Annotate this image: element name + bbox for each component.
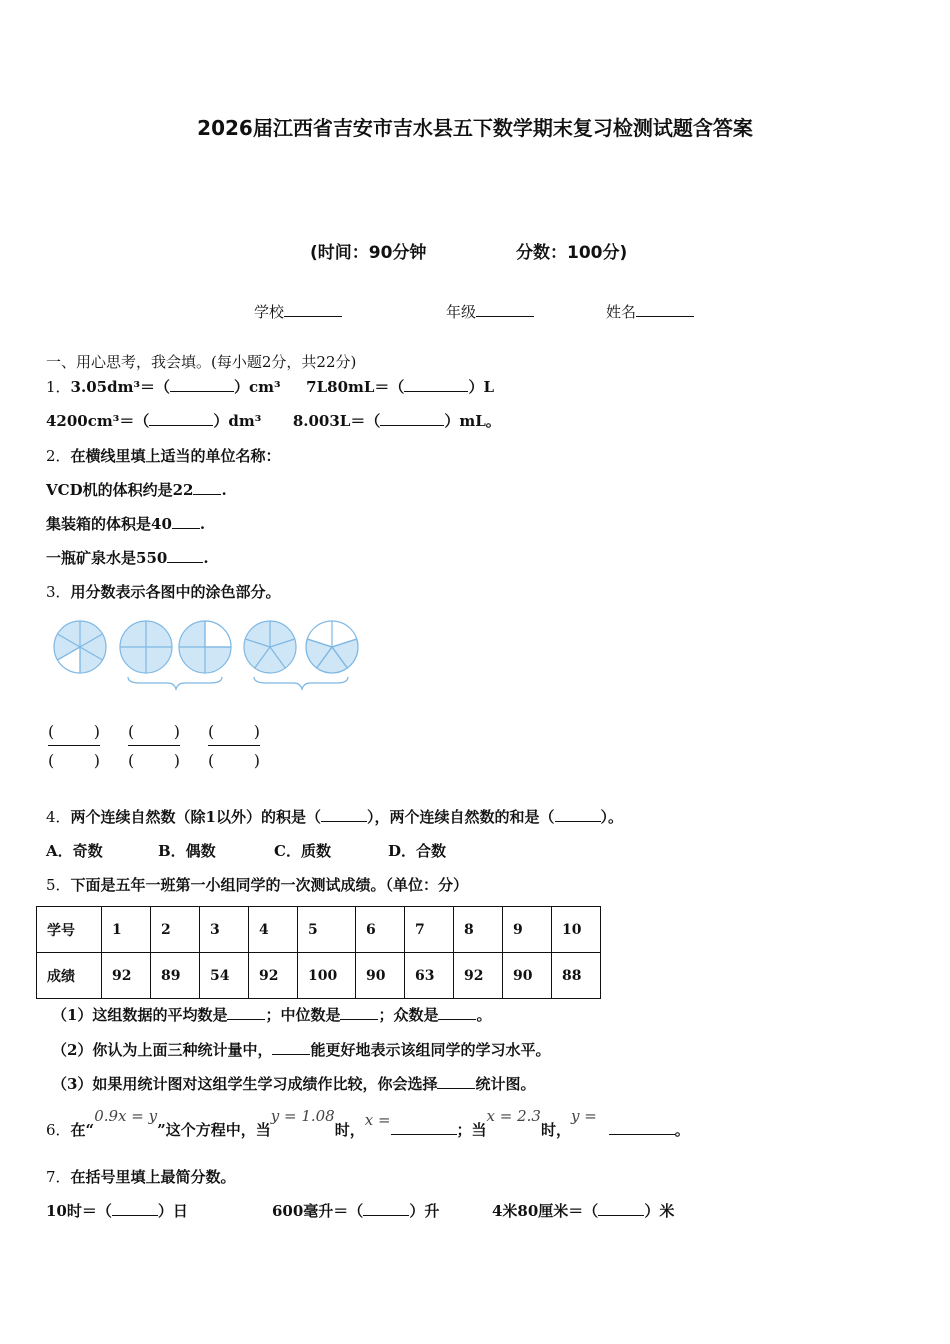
q7-item-b — [272, 1200, 439, 1221]
q5-s3-blank[interactable] — [437, 1088, 475, 1089]
name-field[interactable] — [606, 301, 694, 322]
table-cell: 学号 — [37, 907, 102, 953]
q5-s1-text-d: 。 — [476, 1006, 492, 1024]
q1-a-text: 3.05dm³＝（ — [70, 378, 171, 396]
paren-left: ( — [208, 750, 215, 770]
grade-blank[interactable] — [476, 316, 534, 317]
table-cell: 2 — [151, 907, 200, 953]
q6-x-label: x = — [364, 1111, 391, 1129]
q6-blank-x[interactable] — [391, 1134, 457, 1135]
q5-s3-text-a: （3）如果用统计图对这组学生学习成绩作比较，你会选择 — [52, 1075, 438, 1093]
q5-s3-text-b: 统计图。 — [475, 1075, 536, 1093]
table-cell: 5 — [298, 907, 356, 953]
q1-c-unit: ）dm³ — [213, 412, 262, 430]
q2-number: 2． — [46, 447, 71, 465]
fraction-bar — [128, 745, 180, 746]
q7-c-unit: ）米 — [644, 1202, 675, 1220]
circle-quarters-partial-icon — [179, 621, 231, 673]
q7-c-blank[interactable] — [598, 1215, 644, 1216]
q7-b-blank[interactable] — [363, 1215, 409, 1216]
page-title: 2026届江西省吉安市吉水县五下数学期末复习检测试题含答案 — [197, 116, 753, 140]
fraction-circles-figure — [50, 615, 360, 695]
q7-number: 7． — [46, 1168, 71, 1186]
school-field[interactable] — [254, 301, 342, 322]
table-cell: 92 — [454, 953, 503, 999]
q5-s1-text-c: ；众数是 — [378, 1006, 439, 1024]
section-1-header: 一、用心思考，我会填。(每小题2分，共22分) — [46, 353, 357, 371]
q5-s1-blank-1[interactable] — [227, 1019, 265, 1020]
table-cell: 1 — [102, 907, 151, 953]
q6-condition-2: x = 2.3 — [486, 1107, 541, 1125]
q1-b-unit: ）L — [468, 378, 494, 396]
q2-b-end: . — [199, 515, 206, 533]
school-blank[interactable] — [284, 316, 342, 317]
paren-right: ) — [253, 721, 260, 741]
q4-option-a[interactable]: A．奇数 — [46, 842, 103, 860]
q2-b-blank[interactable] — [172, 528, 200, 529]
q4-option-b[interactable]: B．偶数 — [158, 842, 216, 860]
table-cell: 3 — [200, 907, 249, 953]
q2-a-blank[interactable] — [193, 494, 221, 495]
circle-quarters-full-icon — [120, 621, 172, 673]
question-7 — [46, 1166, 236, 1187]
q6-text-2: ”这个方程中，当 — [157, 1121, 271, 1139]
table-cell: 7 — [405, 907, 454, 953]
q4-option-d[interactable]: D．合数 — [388, 842, 447, 860]
table-cell: 90 — [356, 953, 405, 999]
exam-score: 分数：100分) — [516, 243, 628, 263]
q5-s2-blank[interactable] — [272, 1054, 310, 1055]
circle-fifths-partial-icon — [306, 621, 358, 673]
q6-y-label: y = — [570, 1107, 597, 1125]
brace-icon — [128, 677, 222, 689]
table-cell: 88 — [552, 953, 601, 999]
q2-text: 在横线里填上适当的单位名称： — [70, 447, 281, 465]
q5-number: 5． — [46, 876, 71, 894]
q7-item-a — [46, 1200, 188, 1221]
q5-sub-3 — [52, 1073, 535, 1094]
name-label: 姓名 — [606, 303, 637, 321]
q6-condition-1: y = 1.08 — [270, 1107, 335, 1125]
q1-a-unit: ）cm³ — [234, 378, 281, 396]
q5-s1-blank-2[interactable] — [340, 1019, 378, 1020]
q6-text-4: ；当 — [456, 1121, 487, 1139]
q6-text-3: 时， — [334, 1121, 365, 1139]
q5-sub-2 — [52, 1039, 550, 1060]
q4-number: 4． — [46, 808, 71, 826]
q6-text-1: 在“ — [70, 1121, 95, 1139]
table-cell: 54 — [200, 953, 249, 999]
question-5 — [46, 874, 468, 895]
paren-right: ) — [253, 750, 260, 770]
q7-c-text: 4米80厘米＝（ — [492, 1202, 599, 1220]
q1-d-text: 8.003L＝（ — [292, 412, 381, 430]
table-cell: 9 — [503, 907, 552, 953]
table-cell: 4 — [249, 907, 298, 953]
q6-text-6: 。 — [674, 1121, 690, 1139]
q7-a-unit: ）日 — [157, 1202, 188, 1220]
fraction-bar — [208, 745, 260, 746]
q1-a-blank[interactable] — [170, 391, 234, 392]
fraction-answer-1[interactable] — [48, 718, 100, 773]
q2-item-c — [46, 547, 209, 568]
paren-left: ( — [128, 721, 135, 741]
circle-fifths-full-icon — [244, 621, 296, 673]
q7-a-text: 10时＝（ — [46, 1202, 112, 1220]
question-1-line-1 — [46, 376, 494, 397]
fraction-bar — [48, 745, 100, 746]
fraction-answer-2[interactable] — [128, 718, 180, 773]
q2-item-a — [46, 479, 227, 500]
name-blank[interactable] — [636, 316, 694, 317]
table-cell: 8 — [454, 907, 503, 953]
q4-text-1: 两个连续自然数（除1以外）的积是（ — [70, 808, 321, 826]
q4-text-2: ），两个连续自然数的和是（ — [367, 808, 555, 826]
paren-left: ( — [48, 750, 55, 770]
table-cell: 92 — [102, 953, 151, 999]
q2-a-end: . — [221, 481, 227, 499]
table-cell: 63 — [405, 953, 454, 999]
q5-s1-text-b: ；中位数是 — [265, 1006, 341, 1024]
q6-blank-y[interactable] — [609, 1134, 675, 1135]
paren-right: ) — [93, 750, 100, 770]
q3-number: 3． — [46, 583, 71, 601]
q4-option-c[interactable]: C．质数 — [274, 842, 331, 860]
q7-item-c — [492, 1200, 674, 1221]
q1-b-text: 7L80mL＝（ — [306, 378, 405, 396]
paren-left: ( — [208, 721, 215, 741]
q2-c-text: 一瓶矿泉水是550 — [46, 549, 168, 567]
school-label: 学校 — [254, 303, 285, 321]
q2-c-blank[interactable] — [167, 562, 203, 563]
paren-right: ) — [173, 721, 180, 741]
q1-b-blank[interactable] — [404, 391, 468, 392]
q7-b-text: 600毫升＝（ — [272, 1202, 364, 1220]
question-6 — [46, 1107, 690, 1140]
grade-field[interactable] — [446, 301, 534, 322]
q1-c-text: 4200cm³＝（ — [46, 412, 150, 430]
paren-left: ( — [48, 721, 55, 741]
q5-s1-text-a: （1）这组数据的平均数是 — [52, 1006, 228, 1024]
table-cell: 100 — [298, 953, 356, 999]
q3-text: 用分数表示各图中的涂色部分。 — [70, 583, 281, 601]
q2-c-end: . — [203, 549, 209, 567]
table-cell: 90 — [503, 953, 552, 999]
q6-text-5: 时， — [540, 1121, 571, 1139]
q4-blank-2[interactable] — [555, 821, 601, 822]
question-1-line-2 — [46, 410, 501, 431]
paren-left: ( — [128, 750, 135, 770]
q5-s2-text-b: 能更好地表示该组同学的学习水平。 — [310, 1041, 551, 1059]
q1-d-unit: ）mL。 — [444, 412, 501, 430]
question-2 — [46, 445, 281, 466]
scores-table — [36, 906, 601, 999]
table-cell: 10 — [552, 907, 601, 953]
fraction-answer-3[interactable] — [208, 718, 260, 773]
q5-s2-text-a: （2）你认为上面三种统计量中， — [52, 1041, 273, 1059]
q6-equation: 0.9x = y — [94, 1107, 158, 1125]
q6-number: 6． — [46, 1121, 71, 1139]
exam-time: (时间：90分钟 — [310, 243, 427, 263]
table-cell: 成绩 — [37, 953, 102, 999]
brace-icon — [254, 677, 348, 689]
q1-number: 1． — [46, 378, 71, 396]
question-4 — [46, 806, 623, 827]
table-cell: 6 — [356, 907, 405, 953]
q2-item-b — [46, 513, 205, 534]
grade-label: 年级 — [446, 303, 477, 321]
q7-a-blank[interactable] — [112, 1215, 158, 1216]
paren-right: ) — [173, 750, 180, 770]
q4-text-3: ）。 — [600, 808, 624, 826]
q2-a-text: VCD机的体积约是22 — [46, 481, 194, 499]
q4-blank-1[interactable] — [321, 821, 367, 822]
circle-sixths-icon — [54, 621, 106, 673]
q7-b-unit: ）升 — [409, 1202, 440, 1220]
q2-b-text: 集装箱的体积是40 — [46, 515, 172, 533]
q1-c-blank[interactable] — [149, 425, 213, 426]
paren-right: ) — [93, 721, 100, 741]
table-row — [37, 907, 601, 953]
table-cell: 89 — [151, 953, 200, 999]
q5-text: 下面是五年一班第一小组同学的一次测试成绩。（单位：分） — [70, 876, 469, 894]
table-row — [37, 953, 601, 999]
q5-s1-blank-3[interactable] — [438, 1019, 476, 1020]
q5-sub-1 — [52, 1004, 492, 1025]
table-cell: 92 — [249, 953, 298, 999]
q7-text: 在括号里填上最简分数。 — [70, 1168, 236, 1186]
question-3 — [46, 581, 281, 602]
q1-d-blank[interactable] — [380, 425, 444, 426]
